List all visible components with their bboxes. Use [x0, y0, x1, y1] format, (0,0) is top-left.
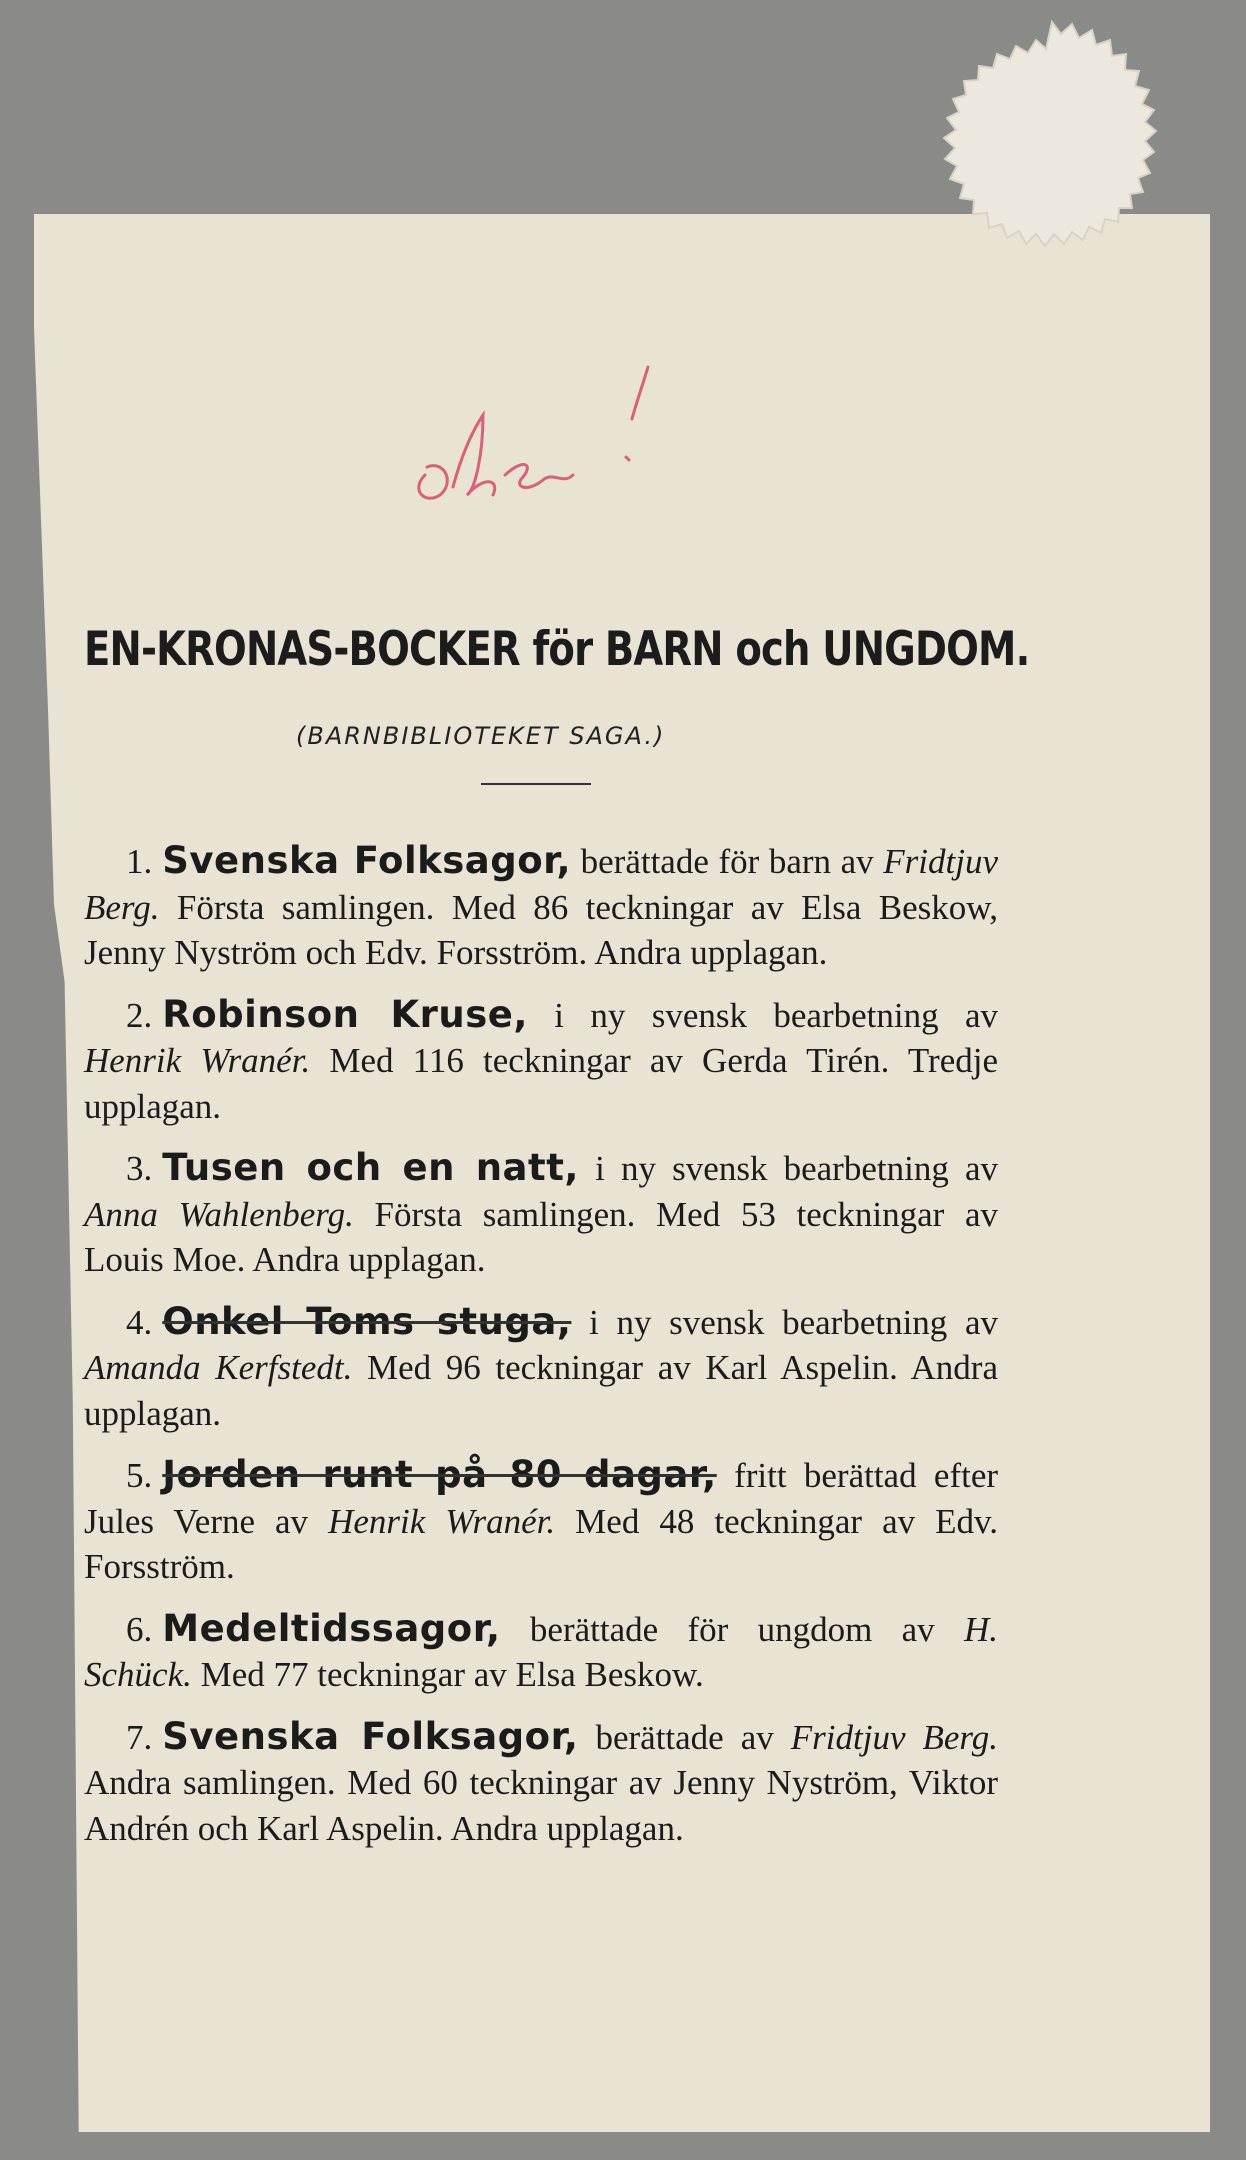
book-title: Robinson Kruse, — [162, 992, 528, 1036]
author: Amanda Kerfstedt. — [84, 1348, 353, 1387]
author: Henrik Wranér. — [328, 1501, 556, 1541]
list-item: 2. Robinson Kruse, i ny svensk bearbetning av Henrik Wranér. Med 116 teckningar av Gerda Tirén. Tredje upplagan. — [84, 992, 999, 1126]
author: Henrik Wranér. — [84, 1041, 311, 1080]
divider — [481, 783, 591, 785]
book-title: Onkel Toms stuga, — [162, 1299, 572, 1343]
list-item: 1. Svenska Folksagor, berättade för barn av Fridtjuv Berg. Första samlingen. Med 86 teckningar av Elsa Beskow, Jenny Nyström och Edv. Forsström. Andra upplagan. — [84, 839, 998, 972]
list-item: 3. Tusen och en natt, i ny svensk bearbetning av Anna Wahlenberg. Första samlingen. Med 53 teckningar av Louis Moe. Andra upplagan. — [84, 1146, 999, 1279]
book-title: Medeltidssagor, — [162, 1606, 501, 1650]
handwritten-note — [405, 355, 705, 525]
book-title: Tusen och en natt, — [162, 1146, 579, 1189]
book-title: Jorden runt på 80 dagar, — [162, 1453, 717, 1496]
list-item: 5. Jorden runt på 80 dagar, fritt berättad efter Jules Verne av Henrik Wranér. Med 48 teckningar av Edv. Forsström. — [84, 1453, 999, 1586]
page-title: EN-KRONAS-BOCKER för BARN och UNGDOM. — [84, 622, 1030, 677]
list-item: 4. Onkel Toms stuga, i ny svensk bearbetning av Amanda Kerfstedt. Med 96 teckningar av Karl Aspelin. Andra upplagan. — [84, 1299, 999, 1433]
book-title: Svenska Folksagor, — [162, 839, 572, 882]
book-title: Svenska Folksagor, — [162, 1714, 579, 1758]
paper-seal — [902, 14, 1202, 314]
list-item: 6. Medeltidssagor, berättade för ungdom av H. Schück. Med 77 teckningar av Elsa Beskow. — [84, 1606, 999, 1694]
book-list — [84, 838, 998, 1867]
list-item: 7. Svenska Folksagor, berättade av Fridtjuv Berg. Andra samlingen. Med 60 teckningar av Jenny Nyström, Viktor Andrén och Karl Aspelin. Andra upplagan. — [84, 1714, 998, 1848]
subtitle: (BARNBIBLIOTEKET SAGA.) — [296, 722, 666, 750]
author: Fridtjuv Berg. — [790, 1717, 998, 1757]
author: H. Schück. — [84, 1609, 999, 1694]
author: Anna Wahlenberg. — [84, 1194, 354, 1234]
author: Fridtjuv Berg. — [84, 842, 998, 927]
